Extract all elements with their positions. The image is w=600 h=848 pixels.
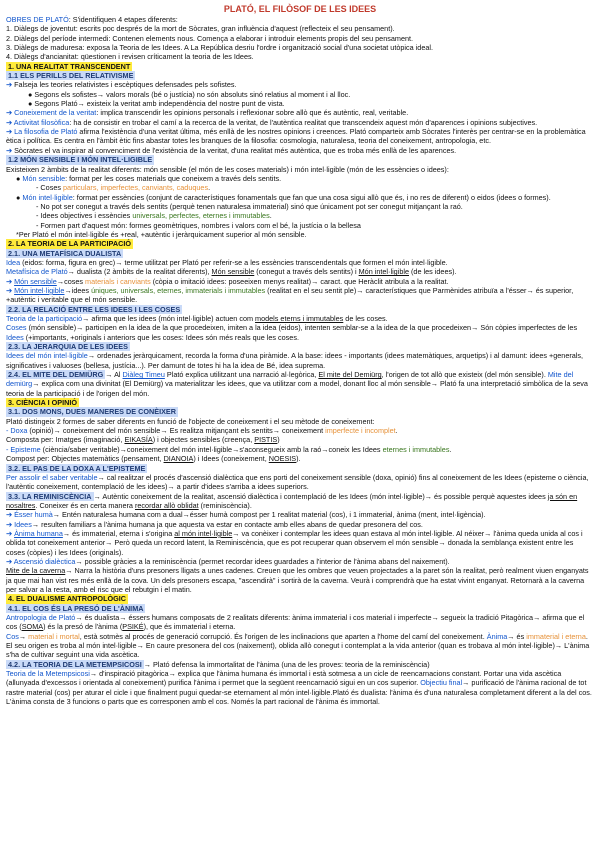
text-line: ➔ Ésser humà→ Entén naturalesa humana com a dual→ésser humà compost per 1 realitat material (cos), i 1 immaterial, ànima (ment, intel·ligència).	[6, 510, 486, 520]
text-line: ➔ Sòcrates el va inspirar al convenciment de l'existència de la veritat, d'una realitat més autèntica, que es troba més enllà de les aparences.	[6, 145, 457, 155]
subsection-heading: 2.3. LA JERARQUIA DE LES IDEES	[8, 342, 128, 352]
arrow-icon: ➔	[6, 519, 15, 529]
bullet-line: ● Segons els sofistes→ valors morals (bé o justícia) no són absoluts sinó relatius al moment i al lloc.	[28, 89, 351, 99]
subsection-heading: 2.2. LA RELACIÓ ENTRE LES IDEES I LES COSES	[8, 304, 181, 314]
text-line: ➔ Món sensible→coses materials i canviants (còpia o imitació idees: poseeixen menys realitat)→ caract. que Heràclit atribuïa a la realitat.	[6, 276, 449, 286]
arrow-icon: ➔	[6, 117, 14, 127]
text-line: L'ànima consta de 3 funcions o parts que es corresponen amb el cos. Només la part racional de l'ànima és immortal.	[6, 697, 380, 707]
bullet-line: ● Món sensible: format per les coses materials que coneixem a través dels sentits.	[16, 173, 282, 183]
arrow-icon: ➔	[6, 80, 15, 90]
obres-item: 1. Diàlegs de joventut: escrits poc després de la mort de Sòcrates, gran influència d'aquest (reflecteix el seu pensament).	[6, 24, 395, 34]
text-para: ➔ Activitat filosòfica: ha de consistir en trobar el camí a la recerca de la veritat, de l'autèntica realitat que transcendeix aquest món d'aparences i opinions subjectives.	[6, 117, 538, 127]
arrow-icon: ➔	[6, 528, 15, 538]
text-line: Plató distingeix 2 formes de saber diferents en funció de l'objecte de coneixement i el seu mètode de coneixement:	[6, 416, 375, 426]
bullet-line: ● Segons Plató→ existeix la veritat amb independència del nostre punt de vista.	[28, 99, 285, 109]
section-heading: 3. CIÈNCIA I OPINIÓ	[8, 398, 78, 408]
obres-label: OBRES DE PLATÓ	[6, 15, 69, 24]
text-para: 2.4. EL MITE DEL DEMIÜRG → Al Diàleg Timeu Plató explica utilitzant una narració al·legòrica, El mite del Demiürg, l'origen de tot allò que existeix (del món sensible). Mite del demiürg→ explica com una divinitat (El Demiürg) va materialitzar les idees, que va utilitzar com a model, donant lloc al món sensible→ Plató fa una interpretació simbòlica de la seva teoria de la participació i de l'origen del món.	[6, 370, 588, 398]
arrow-icon: ➔	[6, 108, 15, 118]
arrow-icon: ➔	[6, 285, 15, 295]
text-para: Cos→ material i mortal, està sotmès al procés de generació corrupció. És l'origen de les inclinacions que aparten a l'home del camí del coneixement. Ànima→ és immaterial i eterna. El seu origen es troba al món intel·ligible→ En caure presonera del cos (naixement), oblida allò conegut i contemplat a la vida anterior (quan es trobava al món intel·ligible)→ L'ànima s'ha de cultivar seguint una vida ascètica.	[6, 631, 590, 660]
text-line: 4.2. LA TEORIA DE LA METEMPSICOSI → Plató defensa la immortalitat de l'ànima (una de les proves: teoria de la reminiscència)	[8, 659, 430, 669]
subsection-heading: 3.1. DOS MONS, DUES MANERES DE CONÈIXER	[8, 407, 176, 417]
text-line: ➔ Coneixement de la veritat: implica transcendir les opinions personals i reflexionar sobre allò que és autèntic, real, veritable.	[6, 108, 409, 118]
text-line: ➔ Falseja les teories relativistes i escèptiques defensades pels sofistes.	[6, 80, 237, 90]
arrow-icon: ➔	[6, 145, 15, 155]
text-para: Coses (món sensible)→ participen en la idea de la que procedeixen, imiten a la idea (eidos), intenten semblar-se a la idea de la que procedeixen→ Són còpies imperfectes de les Idees (+importants, +originals i anteriors que les coses: Idees són més reals que les coses.	[6, 323, 578, 342]
text-para: Teoria de la Metempsicosi→ d'inspiració pitagòrica→ explica que l'ànima humana és immortal i està sotmesa a un cicle de reencarnacions constant. Portar una vida ascètica (allunyada d'excessos i orientada al coneixement) purifica l'ànima i permet que la següent reencarnació sigui en un cos superior. Objectiu final→ purificació de l'ànima racional de tot rastre material (cos) per aturar el cicle i que finalment pugui quedar-se eternament al món intel·ligible.Plató és dualista: l'ànima és d'una naturalesa completament diferent a la del cos.	[6, 669, 592, 697]
bullet-line: ● Món intel·ligible: format per essències (conjunt de característiques fonamentals que fan que una cosa sigui allò que és, i no res de diferent) o eidos (idees o formes).	[16, 192, 551, 202]
text-line: - Idees objectives i essències universals, perfectes, eternes i immutables.	[36, 211, 272, 221]
subsection-heading: 2.1. UNA METAFÍSICA DUALISTA	[8, 248, 122, 258]
text-line: ➔ Idees→ resulten familiars a l'ànima humana ja que aquesta va estar en contacte amb elles abans de quedar presonera del cos.	[6, 519, 423, 529]
text-line: ➔ Ascensió dialèctica→ possible gràcies a la reminiscència (permet recordar idees guardades a l'interior de l'ànima abans del naixement).	[6, 556, 450, 566]
subsection-heading: 1.1 ELS PERILLS DEL RELATIVISME	[8, 71, 134, 81]
section-heading: 2. LA TEORIA DE LA PARTICIPACIÓ	[8, 239, 131, 249]
arrow-icon: ➔	[6, 556, 14, 566]
text-line: Idea (eidos: forma, figura en grec)→ terme utilitzat per Plató per referir-se a les essències transcendentals que formen el món intel·ligible.	[6, 257, 448, 267]
text-para: 3.3. LA REMINISCÈNCIA → Autèntic coneixement de la realitat, ascensió dialèctica i contemplació de les Idees (món intel·ligible)→ és possible perquè aquestes idees ja són en nosaltres. Coneixer és en certa manera recordar allò oblidat (reminiscència).	[6, 491, 578, 510]
text-line: - Coses particulars, imperfectes, canviants, caduques.	[36, 183, 211, 193]
text-line: Existeixen 2 àmbits de la realitat diferents: món sensible (el món de les coses materials) i món intel·ligible (món de les essències o idees):	[6, 164, 449, 174]
obres-line	[6, 15, 594, 24]
text-line: - Episteme (ciència/saber veritable)→coneixement del món intel·ligible→s'aconsegueix amb la raó→coneix les Idees eternes i immutables.	[6, 444, 452, 454]
text-para: Mite de la caverna→ Narra la història d'uns presoners lligats a unes cadenes. Creuen que les ombres que veuen projectades a la paret són la realitat, però realment viuen enganyats ja que mai han vist res més enllà de la cova. Un dels presoners escapa, "ascendirà" i sortirà de la caverna. Veurà i comprendrà que ha estat vivint enganyat. Retornarà a la caverna per salvar a la resta, amb el risc que el rebutgin i el matin.	[6, 566, 589, 594]
text-line: *Per Plató el món intel·ligible és +real, +autèntic i jeràrquicament superior al món sensible.	[16, 229, 307, 239]
text-line: - No pot ser conegut a través dels sentits (perquè tenen naturalesa immaterial) sinó que únicament pot ser conegut mitjançant la raó.	[36, 201, 463, 211]
text-para: ➔ Ànima humana→ és immaterial, eterna i s'origina al món intel·ligible→ va conèixer i contemplar les idees quan estava al món intel·ligible. Al néixer→ l'ànima queda unida al cos i oblida tot coneixement anterior→ Però queda un record latent, la Reminiscència, que es pot recuperar quan observem el món sensible→ donada la semblança existent entre les coses (còpies) i les Idees (originals).	[6, 528, 583, 557]
obres-text: : S'identifiquen 4 etapes diferents:	[68, 15, 178, 24]
arrow-icon: ➔	[6, 127, 15, 137]
subsection-heading: 1.2 MÓN SENSIBLE I MÓN INTEL·LIGIBLE	[8, 155, 153, 165]
text-line: - Formen part d'aquest món: formes geomètriques, nombres i valors com el bé, la justícia o la bellesa	[36, 220, 361, 230]
obres-item: 2. Diàlegs del període intermedi: Contenen elements nous. Comença a elaborar i introduir elements propis del seu pensament.	[6, 33, 414, 43]
text-line: Compost per: Objectes matemàtics (pensament, DIANOIA) i Idees (coneixement, NOESIS).	[6, 454, 301, 464]
text-line: - Doxa (opinió)→ coneixement del món sensible→ Es realitza mitjançant els sentits→ coneixement imperfecte i incomplet.	[6, 426, 398, 436]
subsection-heading: 3.2. EL PAS DE LA DOXA A L'EPISTEME	[8, 463, 146, 473]
text-line: Metafísica de Plató→ dualista (2 àmbits de la realitat diferents), Món sensible (conegut a través dels sentits) i Món intel·ligible (de les idees).	[6, 267, 457, 277]
text-para: ➔ La filosofia de Plató afirma l'existència d'una veritat última, més enllà de les nostres opinions i creences. Plató comparteix amb Sòcrates l'interès per centrar-se en la problemàtica ètica i política. Es centra en l'àmbit ètic fins abastar totes les branques de la filosofia: cosmologia, naturalesa, teoria del coneixement, antropologia, etc.	[6, 127, 586, 146]
arrow-icon: ➔	[6, 276, 15, 286]
text-para: Antropologia de Plató→ és dualista→ éssers humans composats de 2 realitats diferents: ànima immaterial i cos material i imperfecte→ segueix la tradició Pitagòrica→ afirma que el cos (SOMA) és la presó de l'ànima (PSIKÉ), que és immaterial i eterna.	[6, 613, 585, 632]
section-heading: 1. UNA REALITAT TRANSCENDENT	[8, 61, 131, 71]
arrow-icon: ➔	[6, 510, 15, 520]
text-para: Idees del món intel·ligible→ ordenades jeràrquicament, recorda la forma d'una piràmide. A la base: idees - importants (idees matemàtiques, arquetips) i al damunt: idees +generals, significatives i valuoses (bellesa, justícia...). Per damunt de totes hi ha la idea de Bé, idea suprema.	[6, 351, 584, 370]
page-title: PLATÓ, EL FILÒSOF DE LES IDEES	[223, 4, 377, 14]
text-para: Per assolir el saber veritable→ cal realitzar el procés d'ascensió dialèctica que ens porti del coneixement sensible (doxa, opinió) fins al coneixement de les Idees (episteme o ciència, l'autèntic coneixement, contemplació de les idees)→ a partir d'idees s'arriba a idees superiors.	[6, 472, 589, 492]
section-heading: 4. EL DUALISME ANTROPOLÒGIC	[8, 594, 127, 604]
text-para: ➔ Món intel·ligible→idees úniques, universals, eternes, immaterials i immutables (realitat en el seu sentit ple)→ característiques que Parmènides atribuïa a l'ésser→ és superior, +autèntic i veritable que el món sensible.	[6, 285, 574, 305]
text-line: Composta per: Imatges (imaginació, EIKASÍA) i objectes sensibles (creença, PISTIS)	[6, 435, 280, 445]
obres-item: 4. Diàlegs d'ancianitat: qüestionen i revisen críticament la teoria de les Idees.	[6, 52, 254, 62]
subsection-heading: 4.1. EL COS ÉS LA PRESÓ DE L'ÀNIMA	[8, 603, 144, 613]
obres-item: 3. Diàlegs de maduresa: exposa la Teoria de les Idees. A La República desriu l'ordre i organització social d'una societat utòpica ideal.	[6, 43, 434, 53]
text-line: Teoria de la participació→ afirma que les idees (món intel·ligible) actuen com models eterns i immutables de les coses.	[6, 314, 388, 323]
